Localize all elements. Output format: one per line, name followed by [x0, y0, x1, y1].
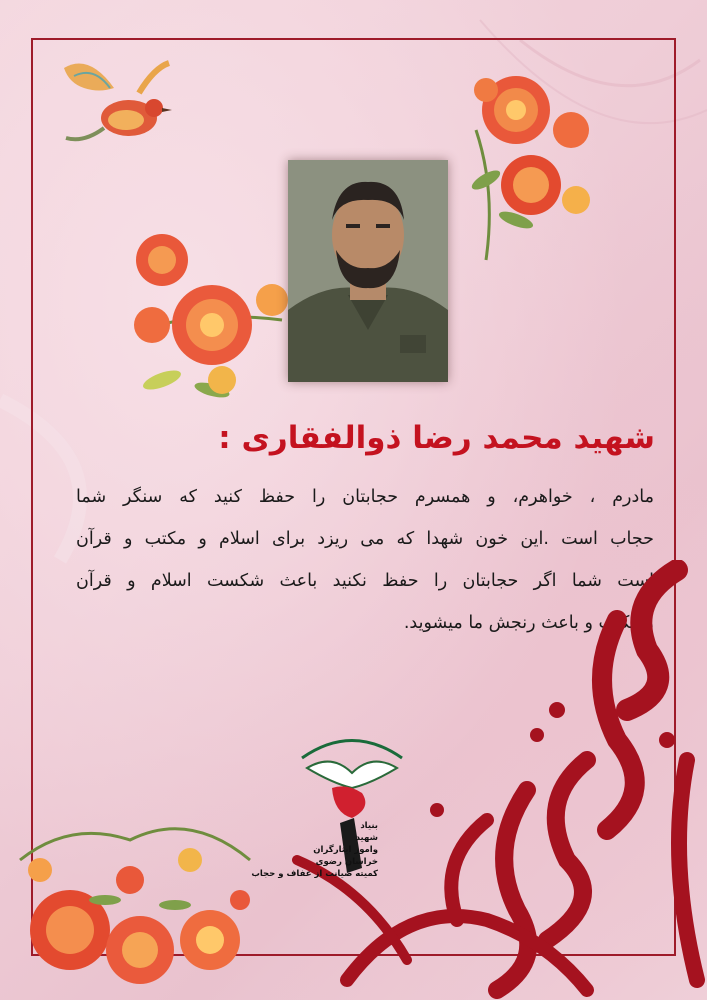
quote-line: است شما اگر حجابتان را حفظ نکنید باعث شکست اسلام و قرآن — [76, 571, 654, 591]
logo-text — [251, 820, 378, 880]
quote-line: مادرم ، خواهرم، و همسرم حجابتان را حفظ کنید که سنگر شما — [76, 487, 654, 507]
martyr-photo — [288, 160, 448, 382]
logo-line: خراسان رضوی — [315, 857, 378, 867]
portrait-image — [288, 160, 448, 382]
flower-top-right-icon — [456, 70, 606, 270]
page-title: شهید محمد رضا ذوالفقاری : — [218, 420, 655, 456]
logo-line: بنیاد — [360, 821, 378, 831]
bird-icon — [44, 48, 174, 148]
logo-line: شهید — [355, 833, 378, 843]
quote-line: و مکتب و باعث رنجش ما میشوید. — [403, 613, 654, 633]
quote-line: حجاب است .این خون شهدا که می ریزد برای اسلام و مکتب و قرآن — [76, 529, 654, 549]
logo-line: وامور ایثارگران — [313, 845, 378, 855]
flower-bottom-left-icon — [10, 800, 270, 990]
flower-left-icon — [122, 230, 292, 410]
logo-line: کمیته صیانت از عفاف و حجاب — [251, 869, 378, 879]
